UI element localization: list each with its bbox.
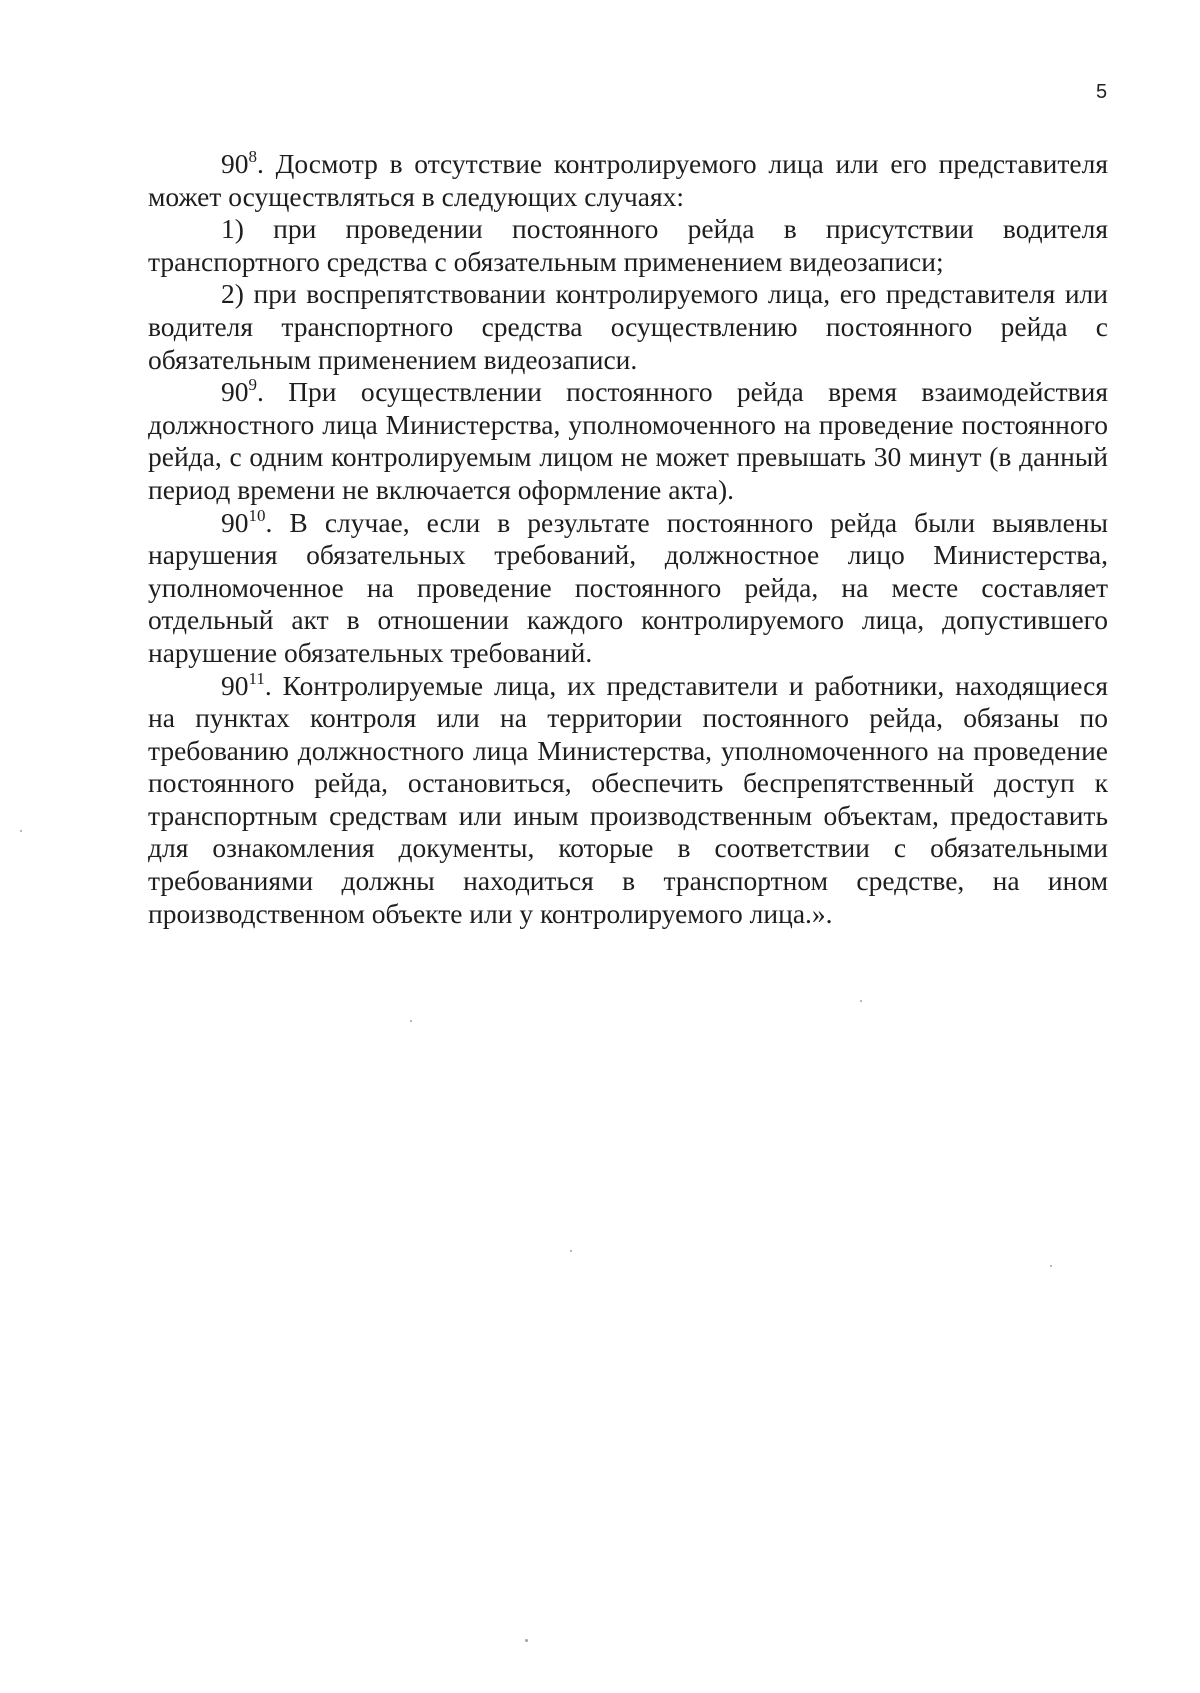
- paragraph-90-10: [148, 507, 1108, 670]
- paragraph-text: 1) при проведении постоянного рейда в присутствии водителя транспортного средства с обязательным применением видеозаписи;: [148, 213, 1108, 277]
- clause-number: 90: [221, 148, 249, 179]
- paragraph-text: . При осуществлении постоянного рейда время взаимодействия должностного лица Министерства, уполномоченного на проведение постоянного рейда, с одним контролируемым лицом не может превышать 30 минут (в данный период времени не включается оформление акта).: [148, 376, 1108, 505]
- clause-number: 90: [221, 376, 249, 408]
- page-number: 5: [1096, 81, 1108, 103]
- paragraph-90-11: [148, 670, 1108, 931]
- paragraph-90-9: [148, 376, 1108, 506]
- clause-superscript: 10: [248, 505, 266, 525]
- clause-number: 90: [221, 669, 249, 701]
- scan-speck: [20, 830, 22, 832]
- clause-superscript: 11: [248, 668, 265, 688]
- clause-number: 90: [221, 506, 249, 538]
- scan-speck: [525, 1639, 528, 1642]
- paragraph-text: . В случае, если в результате постоянного рейда были выявлены нарушения обязательных требований, должностное лицо Министерства, уполномоченное на проведение постоянного рейда, на месте составляет отдельный акт в отношении каждого контролируемого лица, допустившего нарушение обязательных требований.: [148, 506, 1108, 668]
- scan-speck: [410, 1020, 412, 1022]
- paragraph-90-8: [148, 148, 1108, 213]
- list-item-1: [148, 213, 1108, 278]
- paragraph-text: 2) при воспрепятствовании контролируемого лица, его представителя или водителя транспортного средства осуществлению постоянного рейда с обязательным применением видеозаписи.: [148, 278, 1108, 375]
- list-item-2: [148, 278, 1108, 376]
- clause-superscript: 8: [248, 147, 257, 166]
- paragraph-text: . Контролируемые лица, их представители и работники, находящиеся на пунктах контроля или на территории постоянного рейда, обязаны по требованию должностного лица Министерства, уполномоченного на проведение постоянного рейда, остановиться, обеспечить беспрепятственный доступ к транспортным средствам или иным производственным объектам, предоставить для ознакомления документы, которые в соответствии с обязательными требованиями должны находиться в транспортном средстве, на ином производственном объекте или у контролируемого лица.».: [148, 669, 1108, 929]
- document-body: [148, 148, 1108, 930]
- clause-superscript: 9: [248, 375, 257, 395]
- scan-speck: [860, 1000, 862, 1002]
- scan-speck: [1050, 1265, 1052, 1267]
- paragraph-text: . Досмотр в отсутствие контролируемого лица или его представителя может осуществляться в следующих случаях:: [148, 148, 1108, 212]
- scan-speck: [570, 1250, 572, 1252]
